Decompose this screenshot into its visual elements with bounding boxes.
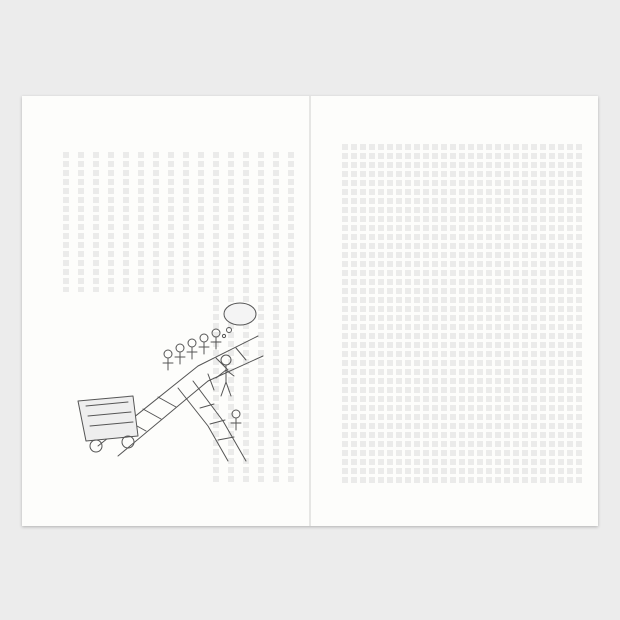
text-column: [74, 152, 88, 292]
text-column: [134, 152, 148, 292]
text-column-placeholder: [123, 152, 129, 292]
one-person: [231, 410, 241, 430]
text-column-placeholder: [183, 152, 189, 292]
text-column: [284, 152, 298, 482]
text-column-placeholder: [93, 152, 99, 292]
text-column-placeholder: [288, 152, 294, 482]
five-people: [163, 329, 221, 370]
text-column: [104, 152, 118, 292]
text-column: [164, 152, 178, 292]
rail-line: [118, 356, 263, 456]
text-column: [179, 152, 193, 292]
text-column: [59, 152, 73, 292]
switch-lever: [208, 374, 214, 390]
text-column: [194, 152, 208, 292]
text-column-placeholder: [108, 152, 114, 292]
trolley-illustration: [58, 296, 268, 466]
text-column: [269, 152, 283, 482]
text-column: [89, 152, 103, 292]
text-column-placeholder: [63, 152, 69, 292]
left-page: [22, 96, 310, 526]
text-column-placeholder: [78, 152, 84, 292]
thought-bubble: [222, 303, 256, 338]
branch-rail-line: [178, 388, 228, 461]
mine-cart: [78, 396, 138, 452]
text-column-placeholder: [168, 152, 174, 292]
text-column-placeholder: [153, 152, 159, 292]
rail-sleepers: [128, 348, 246, 440]
text-column-placeholder: [342, 144, 348, 484]
right-page: [310, 96, 598, 526]
trolley-problem-sketch-icon: [58, 296, 268, 466]
text-column-placeholder: [273, 152, 279, 482]
text-column: [338, 144, 352, 484]
text-column: [119, 152, 133, 292]
text-column-placeholder: [198, 152, 204, 292]
text-column-placeholder: [138, 152, 144, 292]
text-column: [149, 152, 163, 292]
book-spread: [22, 96, 598, 526]
